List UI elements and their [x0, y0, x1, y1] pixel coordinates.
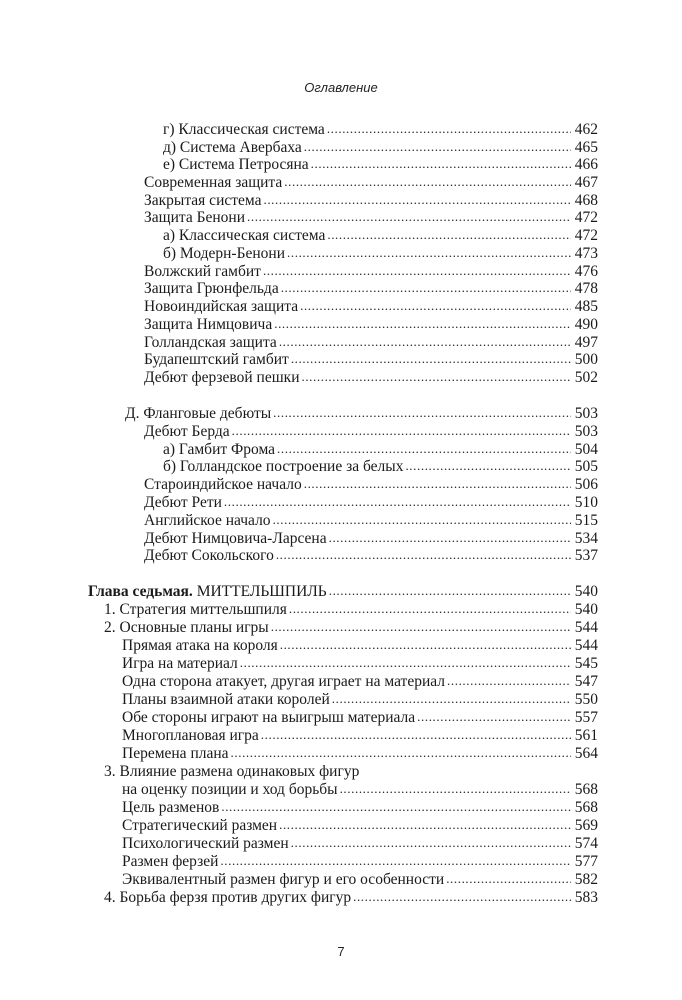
toc-leader-dots: [231, 744, 571, 762]
toc-leader-dots: [304, 475, 571, 493]
toc-entry-label: Закрытая система: [144, 192, 262, 209]
toc-entry-page: 550: [574, 691, 598, 708]
toc-entry-label: Стратегический размен: [122, 817, 278, 834]
chapter-title: МИТТЕЛЬШПИЛЬ: [196, 583, 327, 600]
toc-entry: [122, 745, 598, 763]
toc-entry-page: 547: [574, 673, 598, 690]
toc-entry-label: а) Классическая система: [163, 227, 326, 244]
toc-entry-label: Игра на материал: [122, 655, 238, 672]
toc-entry-page: 490: [574, 316, 598, 333]
toc-entry: [104, 889, 598, 907]
toc-entry: [163, 156, 598, 174]
toc-leader-dots: [261, 726, 571, 744]
toc-entry-page: 503: [574, 423, 598, 440]
toc-entry: [122, 799, 598, 817]
toc-entry: [122, 871, 598, 889]
toc-entry-label: Дебют Сокольского: [144, 547, 274, 564]
toc-entry-page: 561: [574, 727, 598, 744]
toc-entry: [163, 121, 598, 139]
toc-leader-dots: [300, 297, 571, 315]
toc-leader-dots: [232, 422, 571, 440]
toc-entry: [144, 423, 598, 441]
toc-entry: [144, 209, 598, 227]
toc-entry-page: 465: [574, 139, 598, 156]
toc-entry: [122, 637, 598, 655]
toc-entry-page: 582: [574, 871, 598, 888]
toc-entry-page: 476: [574, 263, 598, 280]
toc-entry-page: 472: [574, 227, 598, 244]
toc-leader-dots: [273, 404, 571, 422]
toc-leader-dots: [340, 780, 571, 798]
toc-leader-dots: [281, 279, 571, 297]
chapter-number: Глава седьмая.: [88, 583, 193, 600]
toc-entry-page: 506: [574, 476, 598, 493]
toc-entry-label: Новоиндийская защита: [144, 298, 299, 315]
toc-entry-page: 564: [574, 745, 598, 762]
toc-leader-dots: [291, 834, 571, 852]
toc-leader-dots: [417, 708, 571, 726]
toc-entry-page: 537: [574, 547, 598, 564]
toc-entry-label: Будапештский гамбит: [144, 351, 289, 368]
toc-entry-page: 478: [574, 280, 598, 297]
toc-leader-dots: [247, 208, 571, 226]
toc-entry-label: Современная защита: [144, 174, 283, 191]
toc-entry-page: 544: [574, 619, 598, 636]
toc-leader-dots: [276, 546, 571, 564]
toc-leader-dots: [287, 244, 571, 262]
toc-entry-label: Защита Нимцовича: [144, 316, 273, 333]
toc-leader-dots: [446, 870, 571, 888]
toc-entry: [122, 727, 598, 745]
toc-entry-page: 473: [574, 245, 598, 262]
toc-entry-label: Размен ферзей: [122, 853, 219, 870]
toc-leader-dots: [220, 852, 571, 870]
toc-entry-label: Прямая атака на короля: [122, 637, 278, 654]
toc-entry-label: Голландская защита: [144, 334, 277, 351]
toc-entry: [144, 351, 598, 369]
toc-entry: [122, 853, 598, 871]
toc-entry-label: Цель разменов: [122, 799, 220, 816]
toc-leader-dots: [291, 350, 571, 368]
toc-entry-label: Дебют ферзевой пешки: [144, 369, 300, 386]
toc-entry-label: Дебют Нимцовича-Ларсена: [144, 530, 327, 547]
toc-entry-label: Дебют Рети: [144, 494, 222, 511]
toc-entry-page: 574: [574, 835, 598, 852]
toc-entry: [122, 817, 598, 835]
toc-entry-label: Психологический размен: [122, 835, 289, 852]
toc-entry-label: 4. Борьба ферзя против других фигур: [104, 889, 352, 906]
toc-leader-dots: [221, 798, 571, 816]
toc-entry-label: 2. Основные планы игры: [104, 619, 269, 636]
toc-leader-dots: [240, 654, 571, 672]
toc-entry-page: 466: [574, 156, 598, 173]
toc-entry-page: 502: [574, 369, 598, 386]
toc-entry-page: 583: [574, 889, 598, 906]
toc-entry: [144, 512, 598, 530]
toc-leader-dots: [263, 262, 571, 280]
toc-leader-dots: [263, 191, 571, 209]
toc-entry-label: Обе стороны играют на выигрыш материала: [122, 709, 416, 726]
toc-entry-label: Английское начало: [144, 512, 271, 529]
toc-entry-label: Эквивалентный размен фигур и его особенности: [122, 871, 445, 888]
toc-entry-label: Дебют Берда: [144, 423, 230, 440]
toc-leader-dots: [405, 457, 571, 475]
toc-entry: [122, 691, 598, 709]
toc-leader-dots: [301, 368, 571, 386]
toc-entry: [144, 280, 598, 298]
toc-leader-dots: [280, 636, 571, 654]
toc-entry-page: 534: [574, 530, 598, 547]
toc-entry: [144, 494, 598, 512]
toc-entry-page: 515: [574, 512, 598, 529]
toc-entry: [122, 781, 598, 799]
toc-entry-page: 497: [574, 334, 598, 351]
toc-entry: [163, 227, 598, 245]
toc-entry-page: 569: [574, 817, 598, 834]
toc-leader-dots: [311, 155, 571, 173]
toc-entry-page: 544: [574, 637, 598, 654]
toc-entry-label: на оценку позиции и ход борьбы: [122, 781, 338, 798]
toc-entry-label: Одна сторона атакует, другая играет на материал: [122, 673, 446, 690]
toc-entry-page: 503: [574, 405, 598, 422]
toc-entry: [122, 655, 598, 673]
toc-chapter-entry: [88, 583, 598, 601]
toc-entry: [144, 369, 598, 387]
toc-entry: [122, 673, 598, 691]
page-number: 7: [337, 944, 345, 959]
toc-entry-page: 540: [574, 601, 598, 618]
toc-chapter-label: [88, 583, 328, 601]
toc-leader-dots: [327, 120, 571, 138]
toc-entry-page: 504: [574, 441, 598, 458]
toc-leader-dots: [279, 333, 571, 351]
toc-entry-label: Д. Фланговые дебюты: [125, 405, 272, 422]
toc-entry-page: 500: [574, 351, 598, 368]
toc-entry-label: Защита Грюнфельда: [144, 280, 279, 297]
toc-entry: [122, 709, 598, 727]
toc-entry-page: 568: [574, 799, 598, 816]
toc-entry-label: Планы взаимной атаки королей: [122, 691, 330, 708]
toc-entry-label: Староиндийское начало: [144, 476, 302, 493]
toc-leader-dots: [224, 493, 571, 511]
toc-leader-dots: [329, 529, 571, 547]
toc-leader-dots: [329, 582, 571, 600]
toc-leader-dots: [279, 816, 571, 834]
toc-entry-label: а) Гамбит Фрома: [163, 441, 276, 458]
toc-entry-label: Перемена плана: [122, 745, 229, 762]
toc-entry-label: д) Система Авербаха: [163, 139, 302, 156]
toc-entry-page: 510: [574, 494, 598, 511]
toc-entry: [144, 316, 598, 334]
toc-leader-dots: [284, 173, 571, 191]
toc-leader-dots: [289, 600, 571, 618]
toc-entry-page: 577: [574, 853, 598, 870]
toc-entry-page: 505: [574, 458, 598, 475]
toc-entry: [144, 547, 598, 565]
toc-entry-label: г) Классическая система: [163, 121, 325, 138]
toc-entry: [163, 458, 598, 476]
toc-entry-label: б) Модерн-Бенони: [163, 245, 286, 262]
toc-leader-dots: [273, 511, 571, 529]
toc-entry-page: 467: [574, 174, 598, 191]
toc-leader-dots: [277, 440, 571, 458]
toc-entry-label: 3. Влияние размена одинаковых фигур: [104, 763, 360, 780]
toc-entry-page: 545: [574, 655, 598, 672]
toc-entry-label: 1. Стратегия миттельшпиля: [104, 601, 287, 618]
toc-leader-dots: [332, 690, 571, 708]
toc-entry: [144, 298, 598, 316]
toc-leader-dots: [271, 618, 571, 636]
toc-section-entry: [125, 405, 598, 423]
toc-entry-label: е) Система Петросяна: [163, 156, 309, 173]
toc-entry-page: 540: [574, 583, 598, 600]
toc-entry-page: 568: [574, 781, 598, 798]
toc-entry-label: Многоплановая игра: [122, 727, 259, 744]
toc-entry: [144, 476, 598, 494]
toc-entry: [144, 174, 598, 192]
toc-entry: [104, 619, 598, 637]
toc-entry-label: Защита Бенони: [144, 209, 246, 226]
toc-entry-label: б) Голландское построение за белых: [163, 458, 404, 475]
toc-entry-page: 485: [574, 298, 598, 315]
toc-entry-page: 472: [574, 209, 598, 226]
toc-entry-label: Волжский гамбит: [144, 263, 261, 280]
toc-leader-dots: [327, 226, 571, 244]
toc-entry-page: 462: [574, 121, 598, 138]
toc-leader-dots: [304, 138, 571, 156]
toc-entry: [104, 601, 598, 619]
toc-entry: [163, 245, 598, 263]
running-header: Оглавление: [304, 80, 378, 95]
toc-entry: [122, 835, 598, 853]
toc-leader-dots: [353, 888, 571, 906]
toc-entry-page: 468: [574, 192, 598, 209]
toc-entry-page: 557: [574, 709, 598, 726]
toc-entry: [104, 763, 598, 781]
toc-leader-dots: [274, 315, 571, 333]
toc-leader-dots: [447, 672, 571, 690]
